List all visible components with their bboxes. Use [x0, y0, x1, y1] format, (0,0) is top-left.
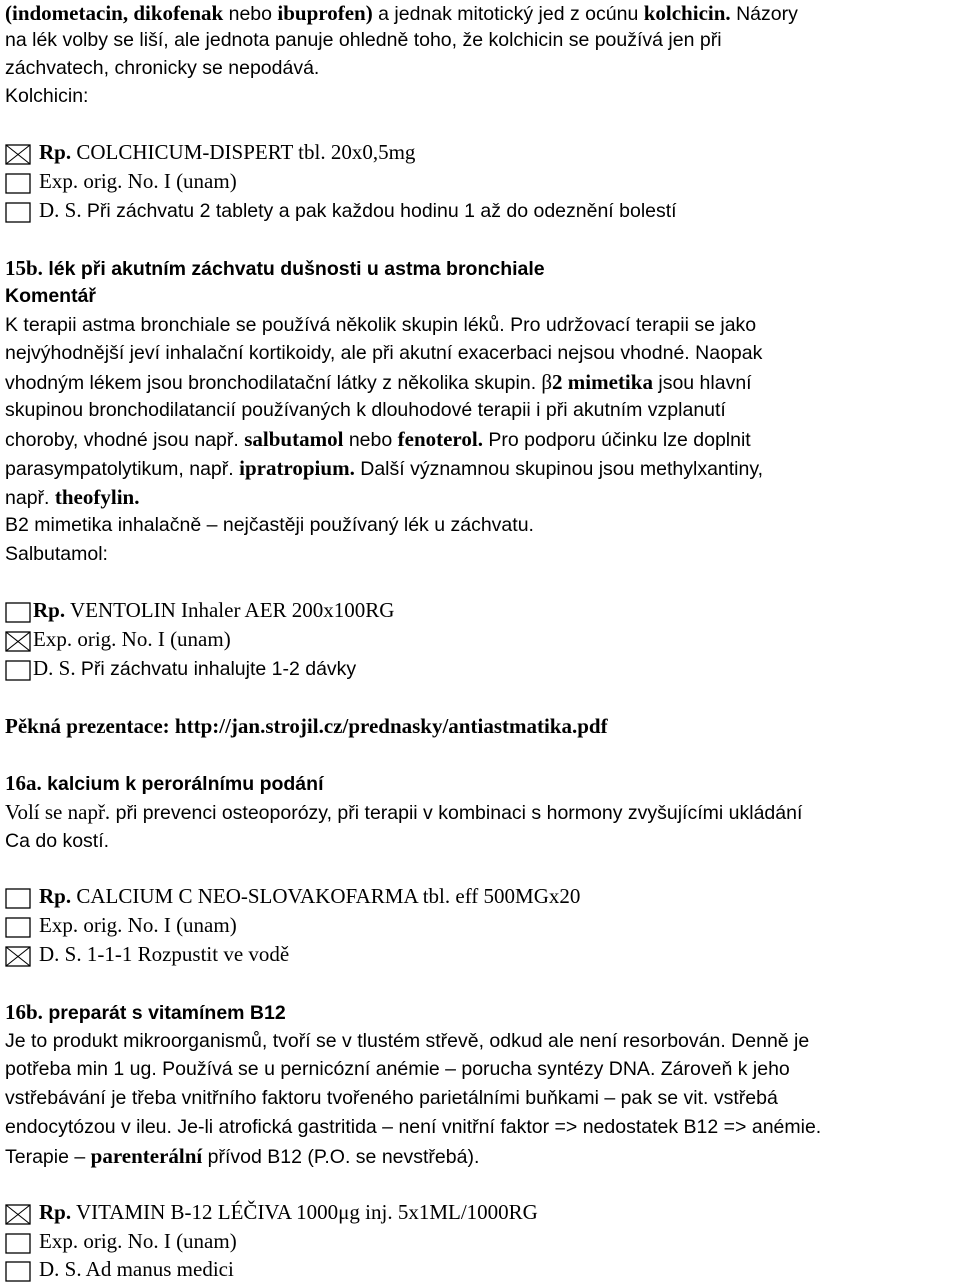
sec15b-line-7: např. theofylin.: [5, 485, 140, 509]
rx4-checkbox-1[interactable]: [5, 1204, 31, 1225]
rx2-checkbox-2[interactable]: [5, 631, 31, 652]
sec16b-line-2: potřeba min 1 ug. Používá se u pernicózní anémie – porucha syntézy DNA. Zároveň k jeho: [5, 1058, 790, 1080]
rx2-checkbox-1[interactable]: [5, 602, 31, 623]
checked-box-icon: [5, 144, 31, 165]
sec16b-line-4: endocytózou v ileu. Je-li atrofická gastritida – není vnitřní faktor => nedostatek B12 => anémie.: [5, 1116, 822, 1138]
rx4-checkbox-3[interactable]: [5, 1261, 31, 1282]
empty-box-icon: [5, 602, 31, 623]
empty-box-icon: [5, 660, 31, 681]
sec15b-line-4: skupinou bronchodilatancií používaných k dlouhodové terapii i při akutním vzplanutí: [5, 399, 726, 421]
sec15b-line-8: B2 mimetika inhalačně – nejčastěji používaný lék u záchvatu.: [5, 514, 534, 536]
rx3-line-2: Exp. orig. No. I (unam): [39, 913, 237, 937]
presentation-link[interactable]: Pěkná prezentace: http://jan.strojil.cz/prednasky/antiastmatika.pdf: [5, 714, 608, 738]
sec16a-line-1: Volí se např. při prevenci osteoporózy, při terapii v kombinaci s hormony zvyšujícími ukládání: [5, 800, 803, 824]
rx1-checkbox-3[interactable]: [5, 202, 31, 223]
checked-box-icon: [5, 631, 31, 652]
section-16a-heading: 16a. kalcium k perorálnímu podání: [5, 771, 324, 795]
section-16b-heading: 16b. preparát s vitamínem B12: [5, 1000, 286, 1024]
rx3-line-1: Rp. CALCIUM C NEO-SLOVAKOFARMA tbl. eff 500MGx20: [39, 884, 581, 908]
rx4-line-1: Rp. VITAMIN B-12 LÉČIVA 1000μg inj. 5x1ML/1000RG: [39, 1200, 538, 1224]
sec16a-line-2: Ca do kostí.: [5, 830, 110, 852]
empty-box-icon: [5, 917, 31, 938]
rx2-line-2: Exp. orig. No. I (unam): [33, 627, 231, 651]
sec16b-line-3: vstřebávání je třeba vnitřního faktoru tvořeného parietálními buňkami – pak se vit. vstřebá: [5, 1087, 778, 1109]
rx4-line-3: D. S. Ad manus medici: [39, 1257, 234, 1281]
intro-line-1: (indometacin, dikofenak nebo ibuprofen) a jednak mitotický jed z ocúnu kolchicin. Názory: [5, 1, 798, 25]
rx4-checkbox-2[interactable]: [5, 1233, 31, 1254]
intro-line-2: na lék volby se liší, ale jednota panuje ohledně toho, že kolchicin se používá jen při: [5, 29, 722, 51]
empty-box-icon: [5, 1261, 31, 1282]
sec15b-line-9: Salbutamol:: [5, 543, 108, 565]
sec15b-line-2: nejvýhodnější jeví inhalační kortikoidy, ale při akutní exacerbaci nejsou vhodné. Naopak: [5, 342, 763, 364]
sec16b-line-5: Terapie – parenterální přívod B12 (P.O. se nevstřebá).: [5, 1144, 480, 1168]
empty-box-icon: [5, 173, 31, 194]
rx2-line-1: Rp. VENTOLIN Inhaler AER 200x100RG: [33, 598, 395, 622]
komentar-label: Komentář: [5, 285, 97, 307]
intro-line-4: Kolchicin:: [5, 85, 89, 107]
empty-box-icon: [5, 888, 31, 909]
rx1-checkbox-2[interactable]: [5, 173, 31, 194]
checked-box-icon: [5, 1204, 31, 1225]
sec15b-line-1: K terapii astma bronchiale se používá několik skupin léků. Pro udržovací terapii se jako: [5, 314, 757, 336]
sec15b-line-5: choroby, vhodné jsou např. salbutamol nebo fenoterol. Pro podporu účinku lze doplnit: [5, 427, 751, 451]
checked-box-icon: [5, 946, 31, 967]
sec15b-line-6: parasympatolytikum, např. ipratropium. Další významnou skupinou jsou methylxantiny,: [5, 456, 764, 480]
intro-line-3: záchvatech, chronicky se nepodává.: [5, 57, 320, 79]
empty-box-icon: [5, 202, 31, 223]
empty-box-icon: [5, 1233, 31, 1254]
rx2-checkbox-3[interactable]: [5, 660, 31, 681]
rx3-checkbox-2[interactable]: [5, 917, 31, 938]
rx1-line-3: D. S. Při záchvatu 2 tablety a pak každou hodinu 1 až do odeznění bolestí: [39, 198, 677, 222]
rx1-checkbox-1[interactable]: [5, 144, 31, 165]
rx3-checkbox-3[interactable]: [5, 946, 31, 967]
rx1-line-1: Rp. COLCHICUM-DISPERT tbl. 20x0,5mg: [39, 140, 416, 164]
sec15b-line-3: vhodným lékem jsou bronchodilatační látky z několika skupin. β2 mimetika jsou hlavní: [5, 370, 752, 394]
rx3-line-3: D. S. 1-1-1 Rozpustit ve vodě: [39, 942, 290, 966]
sec16b-line-1: Je to produkt mikroorganismů, tvoří se v tlustém střevě, odkud ale není resorbován. Denně je: [5, 1030, 810, 1052]
section-15b-heading: 15b. lék při akutním záchvatu dušnosti u astma bronchiale: [5, 256, 545, 280]
rx3-checkbox-1[interactable]: [5, 888, 31, 909]
rx4-line-2: Exp. orig. No. I (unam): [39, 1229, 237, 1253]
rx1-line-2: Exp. orig. No. I (unam): [39, 169, 237, 193]
rx2-line-3: D. S. Při záchvatu inhalujte 1-2 dávky: [33, 656, 357, 680]
